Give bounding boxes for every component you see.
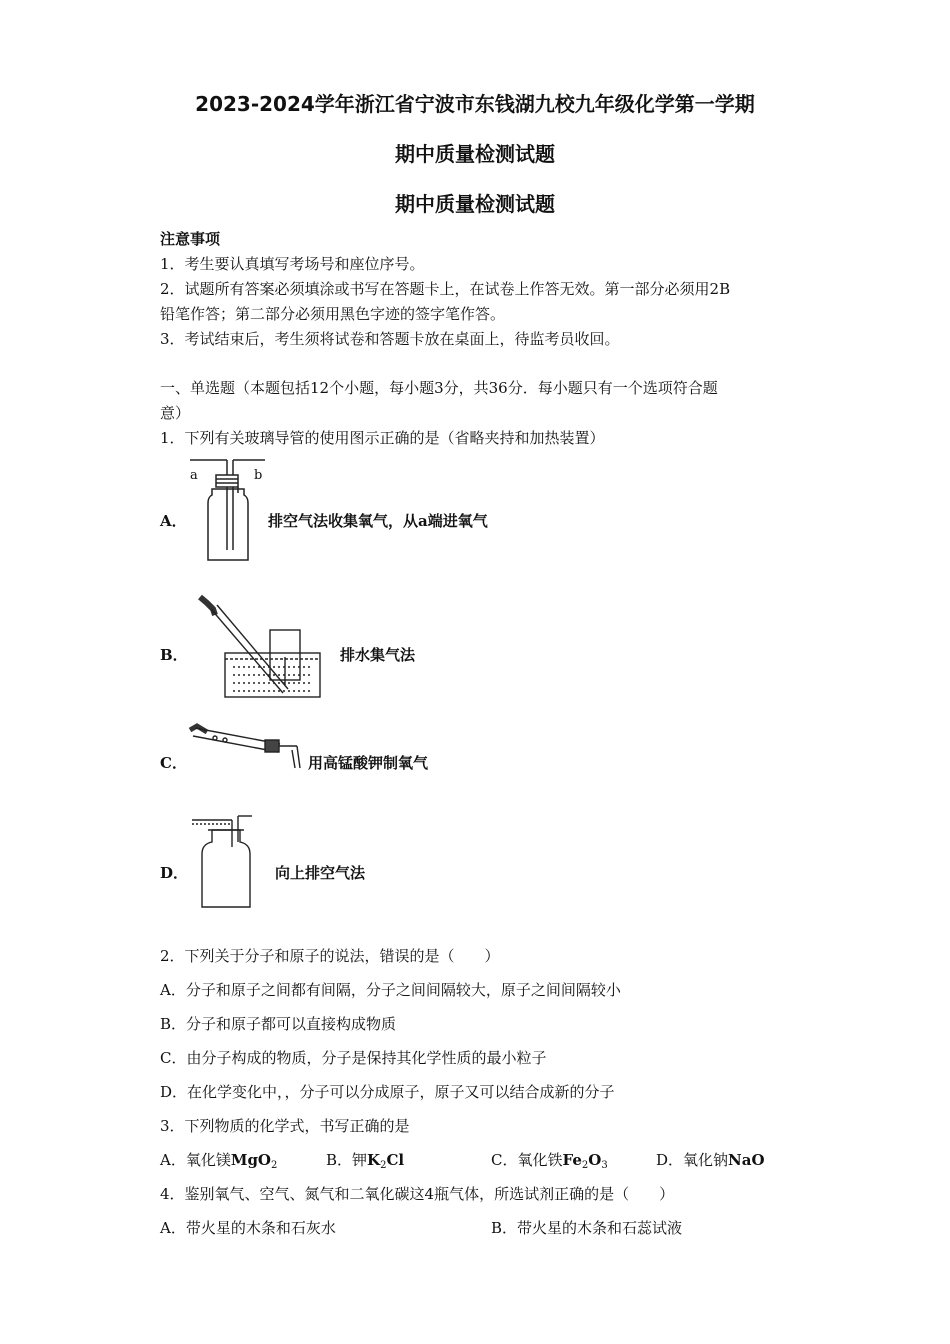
notice-item: 1．考生要认真填写考场号和座位序号。 <box>160 255 425 273</box>
question-3-option-b <box>326 1149 404 1171</box>
chemical-formula: K <box>367 1151 381 1169</box>
page-subtitle: 期中质量检测试题 <box>395 142 555 166</box>
option-b-caption: 排水集气法 <box>340 646 416 664</box>
option-label: D．氧化钠 <box>656 1151 729 1169</box>
notice-item: 3．考试结束后，考生须将试卷和答题卡放在桌面上，待监考员收回。 <box>160 330 620 348</box>
chemical-formula: Fe <box>562 1151 582 1169</box>
page-title: 2023-2024学年浙江省宁波市东钱湖九校九年级化学第一学期 <box>195 92 755 116</box>
option-b-label: B． <box>160 646 188 664</box>
question-2-stem: 2．下列关于分子和原子的说法，错误的是（ ） <box>160 947 500 965</box>
question-2-option: C．由分子构成的物质，分子是保持其化学性质的最小粒子 <box>160 1049 547 1067</box>
question-4-option-a: A．带火星的木条和石灰水 <box>160 1219 336 1237</box>
option-a-label: A． <box>160 512 187 530</box>
question-2-option: D．在化学变化中，，分子可以分成原子，原子又可以结合成新的分子 <box>160 1083 615 1101</box>
question-3-option-c <box>491 1149 608 1171</box>
question-1-stem: 1．下列有关玻璃导管的使用图示正确的是（省略夹持和加热装置） <box>160 429 605 447</box>
question-3-option-d <box>656 1149 765 1170</box>
option-label: B．钾 <box>326 1151 368 1169</box>
question-4-stem: 4．鉴别氧气、空气、氮气和二氧化碳这4瓶气体，所选试剂正确的是（ ） <box>160 1185 675 1203</box>
option-c-label: C． <box>160 754 187 772</box>
gas-bottle-upward-figure <box>192 812 267 912</box>
chemical-formula: NaO <box>728 1151 765 1169</box>
option-d-label: D． <box>160 864 189 882</box>
water-trough-figure <box>195 595 325 705</box>
page-subtitle-repeat: 期中质量检测试题 <box>395 192 555 216</box>
figure-label-a: a <box>190 468 198 483</box>
question-4-option-b: B．带火星的木条和石蕊试液 <box>491 1219 683 1237</box>
option-d-caption: 向上排空气法 <box>275 864 366 882</box>
section-heading-cont: 意） <box>160 404 191 422</box>
section-heading: 一、单选题（本题包括12个小题，每小题3分，共36分．每小题只有一个选项符合题 <box>160 379 718 397</box>
question-2-option: B．分子和原子都可以直接构成物质 <box>160 1015 397 1033</box>
test-tube-heating-figure <box>185 722 310 772</box>
notice-item: 铅笔作答；第二部分必须用黑色字迹的签字笔作答。 <box>160 305 506 323</box>
formula-subscript: 2 <box>581 1160 589 1171</box>
formula-subscript: 3 <box>601 1160 608 1171</box>
formula-subscript: 2 <box>380 1160 387 1171</box>
chemical-formula-mid: O <box>588 1151 602 1169</box>
option-a-caption: 排空气法收集氧气，从a端进氧气 <box>268 512 488 530</box>
option-label: A．氧化镁 <box>160 1151 231 1169</box>
question-3-option-a <box>160 1149 277 1171</box>
question-2-option: A．分子和原子之间都有间隔，分子之间间隔较大，原子之间间隔较小 <box>160 981 621 999</box>
notice-heading: 注意事项 <box>160 230 221 248</box>
notice-item: 2．试题所有答案必须填涂或书写在答题卡上，在试卷上作答无效。第一部分必须用2B <box>160 280 731 298</box>
figure-label-b: b <box>254 468 263 483</box>
option-label: C．氧化铁 <box>491 1151 563 1169</box>
chemical-formula: MgO <box>230 1151 272 1169</box>
question-3-stem: 3．下列物质的化学式，书写正确的是 <box>160 1117 410 1135</box>
option-c-caption: 用高锰酸钾制氧气 <box>308 754 429 772</box>
chemical-formula-tail: Cl <box>386 1151 405 1169</box>
formula-subscript: 2 <box>271 1160 278 1171</box>
